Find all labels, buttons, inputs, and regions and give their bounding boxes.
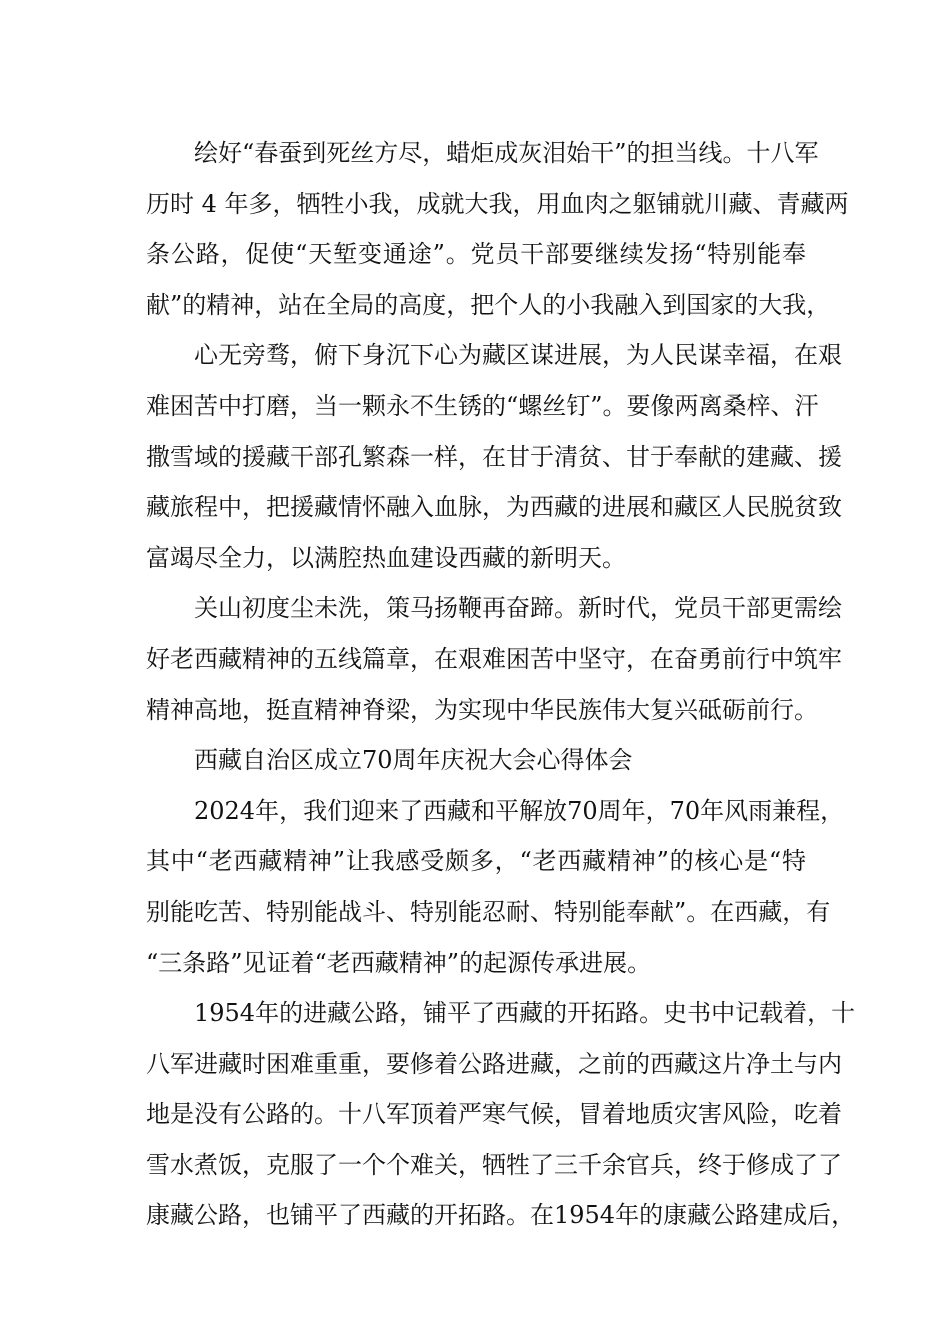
text-line: 别能吃苦、特别能战斗、特别能忍耐、特别能奉献”。在西藏，有	[146, 897, 831, 926]
text-line: 条公路，促使“天堑变通途”。党员干部要继续发扬“特别能奉	[146, 240, 806, 269]
text-line: 雪水煮饭，克服了一个个难关，牺牲了三千余官兵，终于修成了了	[146, 1150, 842, 1179]
text-line: 地是没有公路的。十八军顶着严寒气候，冒着地质灾害风险，吃着	[146, 1100, 842, 1129]
text-line: 关山初度尘未洗，策马扬鞭再奋蹄。新时代，党员干部更需绘	[194, 594, 842, 623]
text-line: 绘好“春蚕到死丝方尽，蜡炬成灰泪始干”的担当线。十八军	[194, 139, 819, 167]
section-heading: 西藏自治区成立70周年庆祝大会心得体会	[194, 746, 633, 775]
text-line: 历时 4 年多，牺牲小我，成就大我，用血肉之躯铺就川藏、青藏两	[146, 189, 849, 218]
text-line: 撒雪域的援藏干部孔繁森一样，在甘于清贫、甘于奉献的建藏、援	[146, 442, 842, 471]
text-line: 八军进藏时困难重重，要修着公路进藏，之前的西藏这片净土与内	[146, 1049, 842, 1078]
text-line: 好老西藏精神的五线篇章，在艰难困苦中坚守，在奋勇前行中筑牢	[146, 644, 842, 673]
text-line: “三条路”见证着“老西藏精神”的起源传承进展。	[146, 948, 652, 977]
text-line: 心无旁骛，俯下身沉下心为藏区谋进展，为人民谋幸福，在艰	[194, 341, 842, 370]
text-line: 2024年，我们迎来了西藏和平解放70周年，70年风雨兼程，	[194, 796, 845, 825]
document-body	[146, 128, 856, 1241]
text-line: 1954年的进藏公路，铺平了西藏的开拓路。史书中记载着，十	[194, 999, 856, 1028]
text-line: 藏旅程中，把援藏情怀融入血脉，为西藏的进展和藏区人民脱贫致	[146, 493, 842, 522]
text-line: 精神高地，挺直精神脊梁，为实现中华民族伟大复兴砥砺前行。	[146, 695, 818, 724]
text-line: 其中“老西藏精神”让我感受颇多，“老西藏精神”的核心是“特	[146, 847, 806, 876]
text-line: 康藏公路，也铺平了西藏的开拓路。在1954年的康藏公路建成后，	[146, 1201, 856, 1230]
text-line: 富竭尽全力，以满腔热血建设西藏的新明天。	[146, 543, 626, 572]
text-line: 献”的精神，站在全局的高度，把个人的小我融入到国家的大我，	[146, 290, 831, 319]
text-line: 难困苦中打磨，当一颗永不生锈的“螺丝钉”。要像两离桑梓、汗	[146, 391, 819, 420]
